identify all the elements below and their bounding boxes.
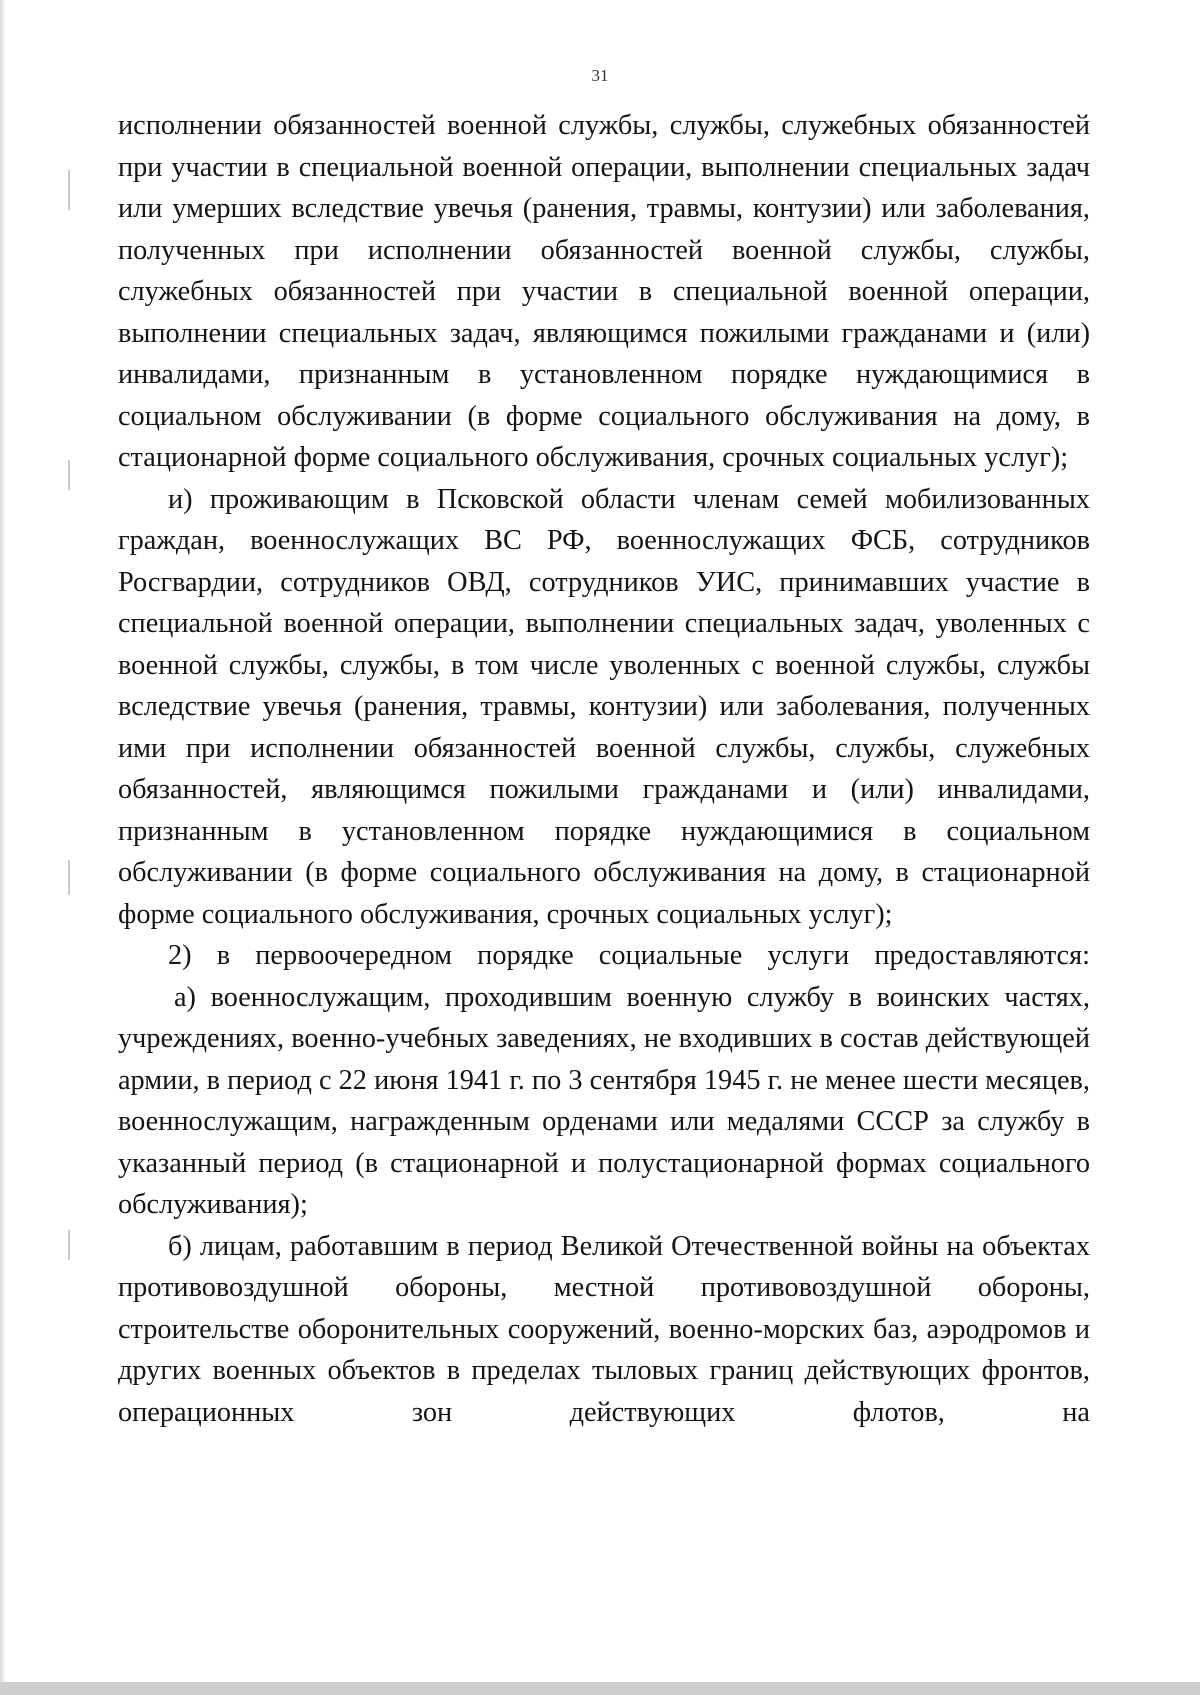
scan-artifact-mark: [68, 460, 70, 490]
paragraph-item-b: б) лицам, работавшим в период Великой Отечественной войны на объектах противовоздушной обороны, местной противовоздушной обороны, строительстве оборонительных сооружений, военно-морских баз, аэродромов и других военных объектов в пределах тыловых границ действующих фронтов, операционных зон действующих флотов, на: [118, 1230, 1090, 1428]
paragraph-item-2: 2) в первоочередном порядке социальные услуги предоставляются:: [168, 940, 1090, 971]
document-body: [118, 105, 1090, 1433]
scan-artifact-mark: [68, 860, 70, 895]
scan-artifact-mark: [68, 170, 70, 210]
page-number: 31: [591, 66, 609, 85]
scan-edge-bottom: [0, 1682, 1200, 1695]
scan-edge-shadow: [0, 0, 6, 1695]
paragraph-item-i: и) проживающим в Псковской области членам семей мобилизованных граждан, военнослужащих ВС РФ, военнослужащих ФСБ, сотрудников Росгвардии, сотрудников ОВД, сотрудников УИС, принимавших участие в специальной военной операции, выполнении специальных задач, уволенных с военной службы, службы, в том числе уволенных с военной службы, службы вследствие увечья (ранения, травмы, контузии) или заболевания, полученных ими при исполнении обязанностей военной службы, службы, служебных обязанностей, являющимся пожилыми гражданами и (или) инвалидами, признанным в установленном порядке нуждающимися в социальном обслуживании (в форме социального обслуживания на дому, в стационарной форме социального обслуживания, срочных социальных услуг);: [118, 483, 1090, 930]
paragraph-continuation: исполнении обязанностей военной службы, службы, служебных обязанностей при участии в специальной военной операции, выполнении специальных задач или умерших вследствие увечья (ранения, травмы, контузии) или заболевания, полученных при исполнении обязанностей военной службы, службы, служебных обязанностей при участии в специальной военной операции, выполнении специальных задач, являющимся пожилыми гражданами и (или) инвалидами, признанным в установленном порядке нуждающимися в социальном обслуживании (в форме социального обслуживания на дому, в стационарной форме социального обслуживания, срочных социальных услуг);: [118, 110, 1090, 473]
scan-artifact-mark: [68, 1230, 70, 1260]
paragraph-item-a: а) военнослужащим, проходившим военную службу в воинских частях, учреждениях, военно-учебных заведениях, не входивших в состав действующей армии, в период с 22 июня 1941 г. по 3 сентября 1945 г. не менее шести месяцев, военнослужащим, награжденным орденами или медалями СССР за службу в указанный период (в стационарной и полустационарной формах социального обслуживания);: [118, 981, 1090, 1220]
